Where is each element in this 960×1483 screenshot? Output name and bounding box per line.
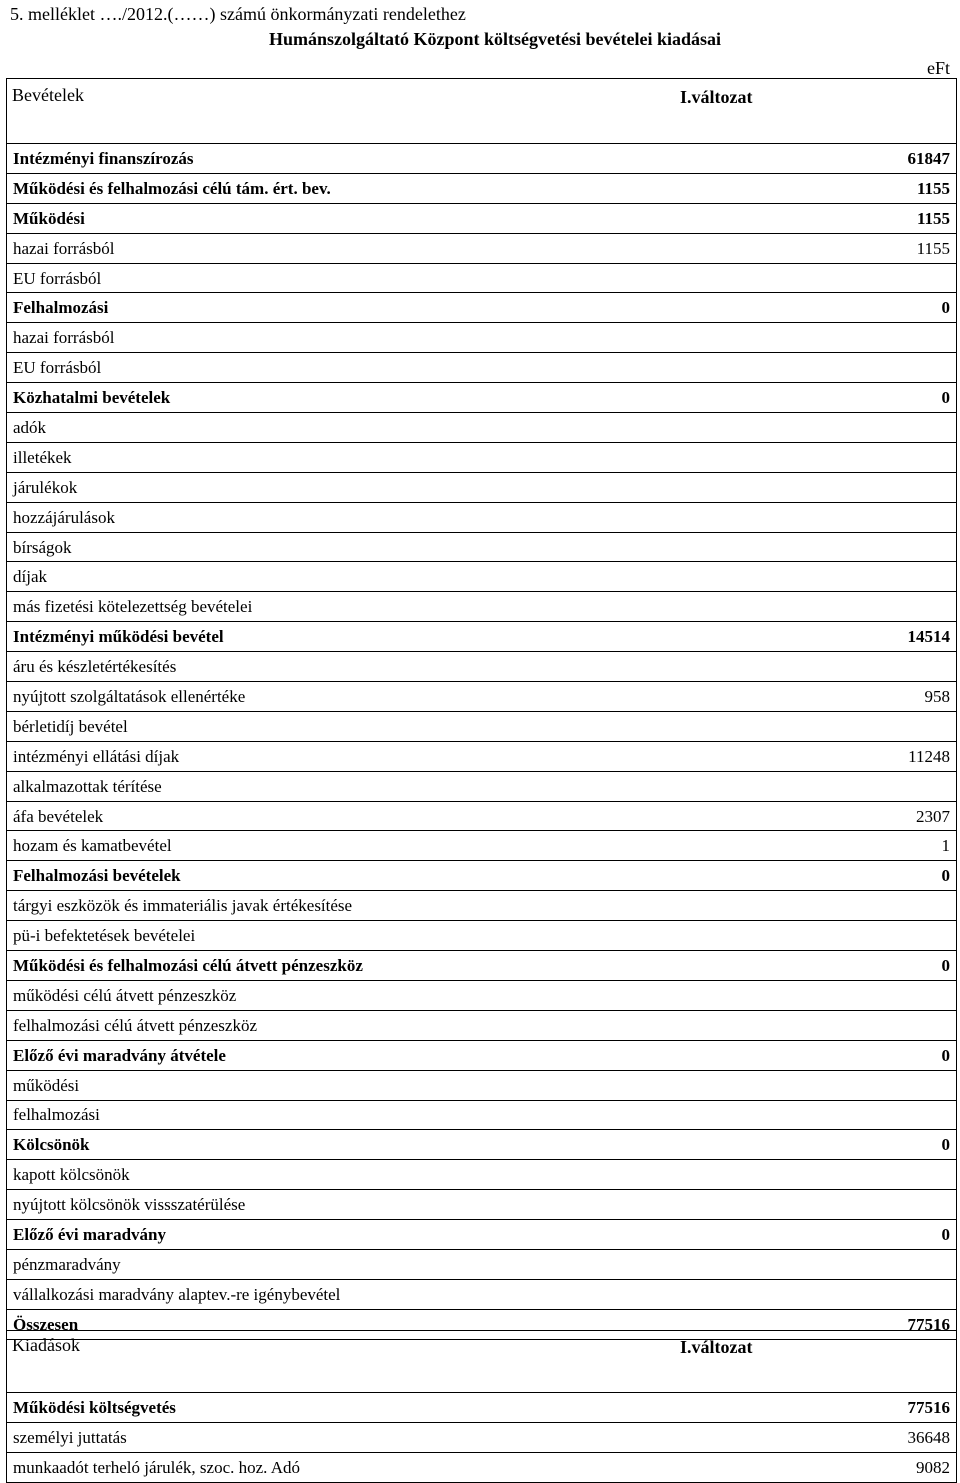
document-title: Humánszolgáltató Központ költségvetési bevételei kiadásai bbox=[269, 29, 721, 49]
row-label: Intézményi működési bevétel bbox=[7, 622, 837, 652]
row-label: Felhalmozási bevételek bbox=[7, 861, 837, 891]
row-label: Működési és felhalmozási célú tám. ért. bev. bbox=[7, 173, 837, 203]
table-row bbox=[7, 980, 957, 1010]
table-row bbox=[7, 1422, 957, 1452]
annex-reference: 5. melléklet …./2012.(……) számú önkormányzati rendelethez bbox=[10, 4, 466, 24]
table-row bbox=[7, 891, 957, 921]
row-label: Felhalmozási bbox=[7, 293, 837, 323]
table-row bbox=[7, 1220, 957, 1250]
row-value bbox=[837, 1279, 957, 1309]
row-label: Előző évi maradvány bbox=[7, 1220, 837, 1250]
revenue-section-label: Bevételek bbox=[12, 85, 84, 105]
row-value: 0 bbox=[837, 951, 957, 981]
row-value: 9082 bbox=[837, 1452, 957, 1482]
table-row bbox=[7, 472, 957, 502]
row-value bbox=[837, 771, 957, 801]
row-label: Működési és felhalmozási célú átvett pénzeszköz bbox=[7, 951, 837, 981]
table-row bbox=[7, 562, 957, 592]
row-label: adók bbox=[7, 413, 837, 443]
row-value: 0 bbox=[837, 861, 957, 891]
row-value: 36648 bbox=[837, 1422, 957, 1452]
table-row bbox=[7, 801, 957, 831]
row-label: pénzmaradvány bbox=[7, 1249, 837, 1279]
row-label: kapott kölcsönök bbox=[7, 1160, 837, 1190]
table-row bbox=[7, 1100, 957, 1130]
row-label: nyújtott kölcsönök vissszatérülése bbox=[7, 1190, 837, 1220]
table-row bbox=[7, 263, 957, 293]
row-value bbox=[837, 711, 957, 741]
row-value bbox=[837, 562, 957, 592]
row-label: EU forrásból bbox=[7, 353, 837, 383]
unit-label: eFt bbox=[926, 58, 950, 78]
row-label: Közhatalmi bevételek bbox=[7, 383, 837, 413]
row-label: alkalmazottak térítése bbox=[7, 771, 837, 801]
row-label: bérletidíj bevétel bbox=[7, 711, 837, 741]
table-row bbox=[7, 592, 957, 622]
expense-table bbox=[6, 1392, 957, 1483]
table-row bbox=[7, 1249, 957, 1279]
table-row bbox=[7, 1452, 957, 1482]
row-label: vállalkozási maradvány alaptev.-re igénybevétel bbox=[7, 1279, 837, 1309]
row-value bbox=[837, 532, 957, 562]
row-value: 1155 bbox=[837, 203, 957, 233]
row-value bbox=[837, 442, 957, 472]
row-label: hazai forrásból bbox=[7, 323, 837, 353]
table-row bbox=[7, 532, 957, 562]
table-row bbox=[7, 413, 957, 443]
row-value: 958 bbox=[837, 682, 957, 712]
row-value: 0 bbox=[837, 1220, 957, 1250]
expense-column-label: I.változat bbox=[680, 1337, 753, 1357]
table-row bbox=[7, 682, 957, 712]
table-row bbox=[7, 1130, 957, 1160]
row-label: működési célú átvett pénzeszköz bbox=[7, 980, 837, 1010]
row-value: 2307 bbox=[837, 801, 957, 831]
table-row bbox=[7, 652, 957, 682]
table-row bbox=[7, 203, 957, 233]
table-row bbox=[7, 233, 957, 263]
row-label: bírságok bbox=[7, 532, 837, 562]
table-row bbox=[7, 921, 957, 951]
row-value: 14514 bbox=[837, 622, 957, 652]
row-value bbox=[837, 323, 957, 353]
row-value: 1 bbox=[837, 831, 957, 861]
row-value: 11248 bbox=[837, 741, 957, 771]
row-label: intézményi ellátási díjak bbox=[7, 741, 837, 771]
row-value bbox=[837, 1010, 957, 1040]
row-label: felhalmozási bbox=[7, 1100, 837, 1130]
table-row bbox=[7, 173, 957, 203]
table-row bbox=[7, 951, 957, 981]
row-label: áru és készletértékesítés bbox=[7, 652, 837, 682]
table-row bbox=[7, 1279, 957, 1309]
table-row bbox=[7, 1190, 957, 1220]
row-label: hazai forrásból bbox=[7, 233, 837, 263]
table-row bbox=[7, 741, 957, 771]
row-value bbox=[837, 1070, 957, 1100]
expense-header-box bbox=[6, 1330, 957, 1393]
table-row bbox=[7, 442, 957, 472]
table-row bbox=[7, 383, 957, 413]
row-label: nyújtott szolgáltatások ellenértéke bbox=[7, 682, 837, 712]
row-label: működési bbox=[7, 1070, 837, 1100]
row-label: hozam és kamatbevétel bbox=[7, 831, 837, 861]
table-row bbox=[7, 1070, 957, 1100]
row-label: munkaadót terheló járulék, szoc. hoz. Adó bbox=[7, 1452, 837, 1482]
row-value bbox=[837, 652, 957, 682]
row-label: EU forrásból bbox=[7, 263, 837, 293]
row-label: felhalmozási célú átvett pénzeszköz bbox=[7, 1010, 837, 1040]
row-value bbox=[837, 921, 957, 951]
table-row bbox=[7, 144, 957, 174]
row-label: személyi juttatás bbox=[7, 1422, 837, 1452]
row-value bbox=[837, 592, 957, 622]
row-value: 0 bbox=[837, 383, 957, 413]
table-row bbox=[7, 1160, 957, 1190]
row-value bbox=[837, 1190, 957, 1220]
table-row bbox=[7, 293, 957, 323]
row-value: 0 bbox=[837, 1040, 957, 1070]
revenue-header-box bbox=[6, 78, 957, 144]
row-value: 77516 bbox=[837, 1309, 957, 1339]
row-value bbox=[837, 353, 957, 383]
row-label: járulékok bbox=[7, 472, 837, 502]
row-label: Előző évi maradvány átvétele bbox=[7, 1040, 837, 1070]
row-value bbox=[837, 502, 957, 532]
row-value bbox=[837, 472, 957, 502]
row-label: Működési bbox=[7, 203, 837, 233]
row-label: díjak bbox=[7, 562, 837, 592]
row-value: 0 bbox=[837, 1130, 957, 1160]
table-row bbox=[7, 502, 957, 532]
table-row bbox=[7, 831, 957, 861]
row-value: 0 bbox=[837, 293, 957, 323]
row-label: Kölcsönök bbox=[7, 1130, 837, 1160]
row-value: 77516 bbox=[837, 1393, 957, 1423]
row-value bbox=[837, 1249, 957, 1279]
row-label: áfa bevételek bbox=[7, 801, 837, 831]
table-row bbox=[7, 622, 957, 652]
row-value: 1155 bbox=[837, 233, 957, 263]
row-label: Összesen bbox=[7, 1309, 837, 1339]
table-row bbox=[7, 323, 957, 353]
row-label: Intézményi finanszírozás bbox=[7, 144, 837, 174]
revenue-table bbox=[6, 143, 957, 1340]
table-row bbox=[7, 861, 957, 891]
table-row bbox=[7, 771, 957, 801]
table-row bbox=[7, 353, 957, 383]
row-value bbox=[837, 1100, 957, 1130]
row-label: hozzájárulások bbox=[7, 502, 837, 532]
table-row bbox=[7, 711, 957, 741]
row-label: más fizetési kötelezettség bevételei bbox=[7, 592, 837, 622]
table-row bbox=[7, 1040, 957, 1070]
row-label: tárgyi eszközök és immateriális javak értékesítése bbox=[7, 891, 837, 921]
row-value bbox=[837, 263, 957, 293]
row-label: Működési költségvetés bbox=[7, 1393, 837, 1423]
row-value: 1155 bbox=[837, 173, 957, 203]
table-row bbox=[7, 1393, 957, 1423]
row-value bbox=[837, 891, 957, 921]
row-value bbox=[837, 980, 957, 1010]
row-label: illetékek bbox=[7, 442, 837, 472]
row-value bbox=[837, 1160, 957, 1190]
revenue-column-label: I.változat bbox=[680, 87, 753, 107]
row-label: pü-i befektetések bevételei bbox=[7, 921, 837, 951]
expense-section-label: Kiadások bbox=[12, 1335, 80, 1355]
row-value: 61847 bbox=[837, 144, 957, 174]
table-row bbox=[7, 1010, 957, 1040]
row-value bbox=[837, 413, 957, 443]
